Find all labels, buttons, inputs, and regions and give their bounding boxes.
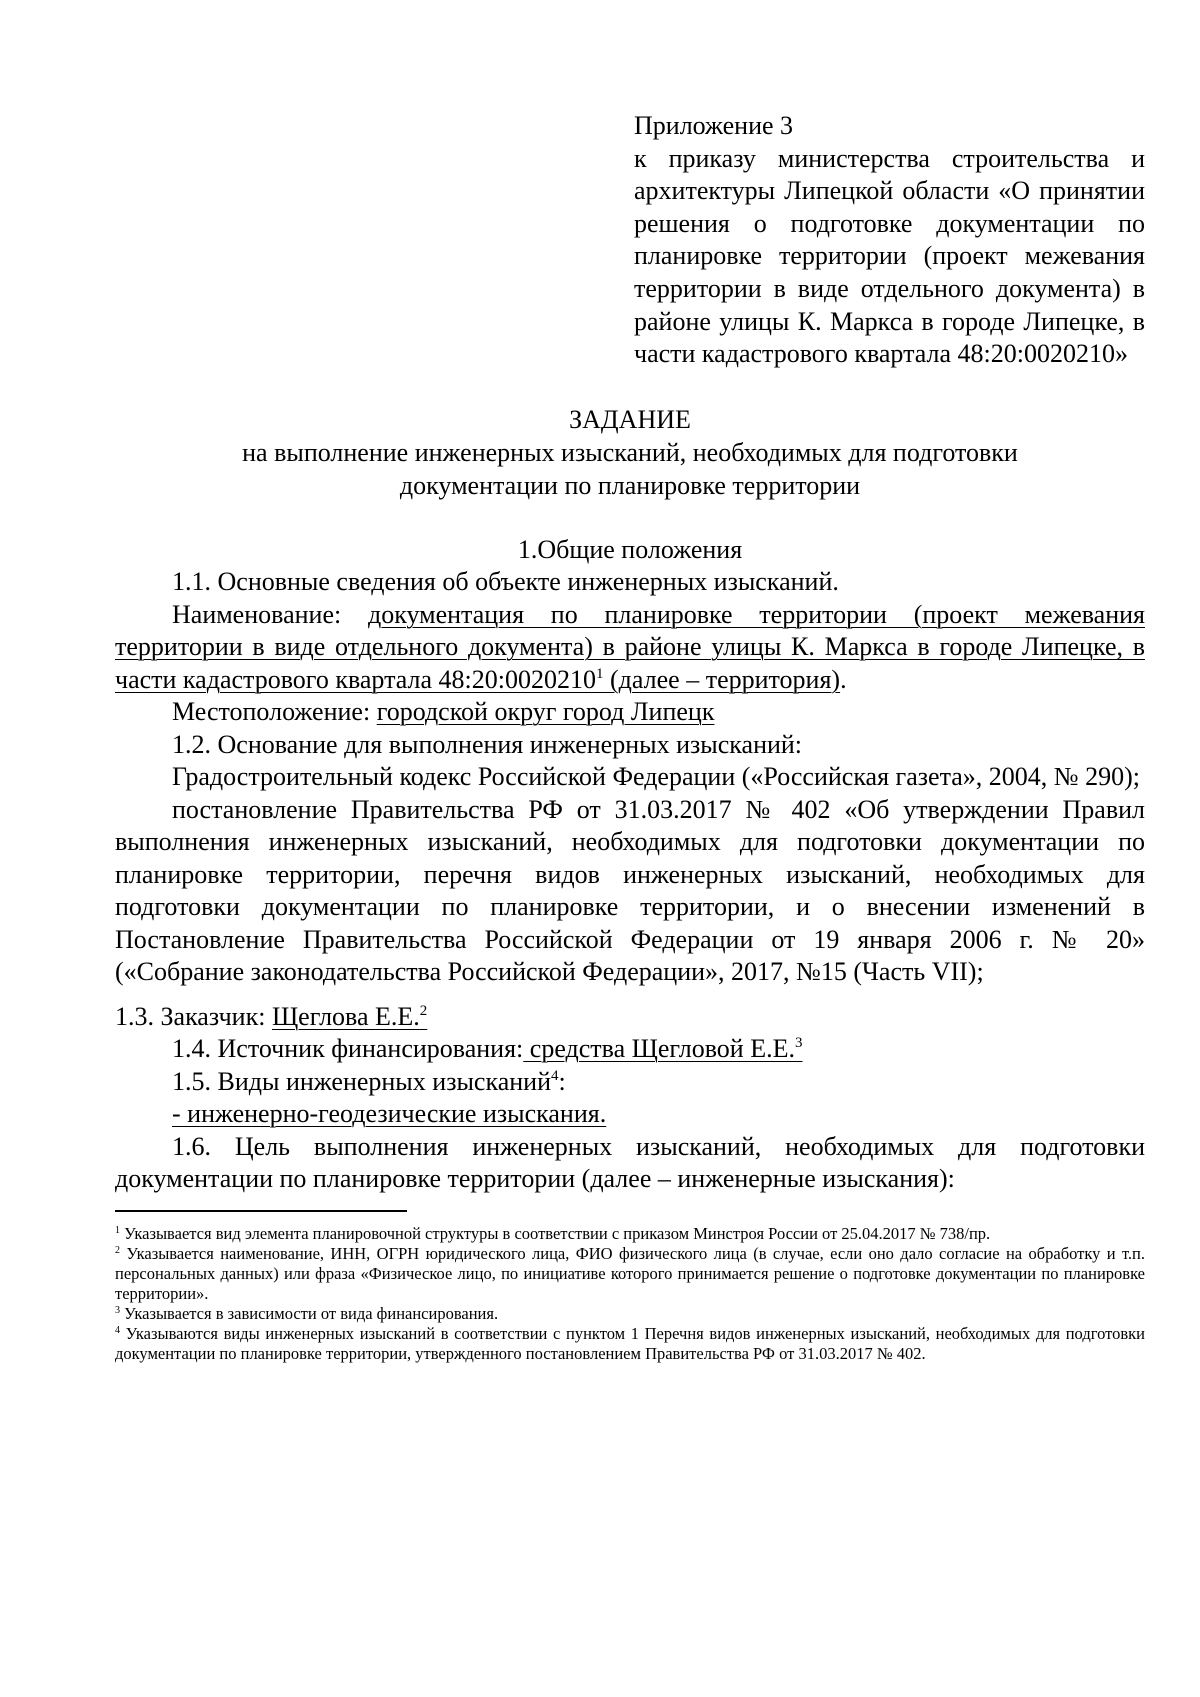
paragraph-types: 1.5. Виды инженерных изысканий$^4$: [172, 1066, 566, 1096]
location-label: Местоположение: [172, 697, 377, 727]
appendix-text: к приказу министерства строительства и архитектуры Липецкой области «О принятии решения о подготовке документации по планировке территории (проект межевания территории в виде отдельного документа) в районе улицы К. Маркса в городе Липецке, в части кадастрового квартала 48:20:0020210» [634, 143, 1145, 369]
basis-item-2: постановление Правительства РФ от 31.03.2017 № 402 «Об утверждении Правил выполнения инженерных изысканий, необходимых для подготовки документации по планировке территории, перечня видов инженерных изысканий, необходимых для подготовки документации по планировке территории, и о внесении изменений в Постановление Правительства Российской Федерации от 19 января 2006 г. № 20» («Собрание законодательства Российской Федерации», 2017, №15 (Часть VII); [115, 794, 1145, 987]
paragraph-name: Наименование: документация по планировке территории (проект межевания территории в виде отдельного документа) в районе улицы К. Маркса в городе Липецке, в части кадастрового квартала 48:20:0020210$^1$ (далее – территория). [115, 599, 1145, 694]
location-value: городской округ город Липецк [376, 697, 715, 727]
footnote-ref-4: 4 [551, 1067, 559, 1084]
footnote-ref-1: 1 [596, 665, 604, 682]
paragraph-1-6: 1.6. Цель выполнения инженерных изысканий, необходимых для подготовки документации по планировке территории (далее – инженерные изыскания): [115, 1131, 1145, 1194]
paragraph-1-1: 1.1. Основные сведения об объекте инженерных изысканий. [172, 567, 839, 597]
paragraph-location [115, 696, 1145, 729]
footnote-ref-2: 2 [419, 1002, 428, 1019]
document-subtitle-line2: документации по планировке территории [399, 470, 861, 500]
funding-label: 1.4. Источник финансирования: [172, 1034, 524, 1064]
document-subtitle-line1: на выполнение инженерных изысканий, необходимых для подготовки [242, 437, 1018, 467]
main-text [115, 534, 1145, 1196]
name-label: Наименование: [172, 599, 368, 629]
basis-item-1: Градостроительный кодекс Российской Федерации («Российская газета», 2004, № 290); [172, 762, 1140, 792]
footnote-3: $^3$ Указывается в зависимости от вида финансирования. [115, 1303, 499, 1323]
customer-value: Щеглова Е.Е.$^2$ [271, 1001, 428, 1031]
document-page [115, 110, 1145, 1364]
footnote-ref-3: 3 [795, 1035, 803, 1052]
paragraph-1-2: 1.2. Основание для выполнения инженерных изысканий: [172, 729, 803, 759]
name-value: документация по планировке территории (проект межевания территории в виде отдельного документа) в районе улицы К. Маркса в городе Липецке, в части кадастрового квартала 48:20:0020210$^1$ (далее – территория) [115, 599, 1145, 694]
footnote-1: $^1$ Указывается вид элемента планировочной структуры в соответствии с приказом Минстроя России от 25.04.2017 № 738/пр. [115, 1223, 991, 1243]
appendix-block [634, 110, 1145, 371]
footnote-2: $^2$ Указывается наименование, ИНН, ОГРН юридического лица, ФИО физического лица (в случае, если оно дало согласие на обработку и т.п. персональных данных) или фраза «Физическое лицо, по инициативе которого принимается решение о подготовке документации по планировке территории». [115, 1243, 1145, 1303]
paragraph-customer [115, 1001, 1145, 1034]
customer-label: 1.3. Заказчик: [115, 1001, 272, 1031]
footnotes [115, 1224, 1145, 1364]
footnote-4: $^4$ Указываются виды инженерных изысканий в соответствии с пунктом 1 Перечня видов инженерных изысканий, необходимых для подготовки документации по планировке территории, утвержденного постановлением Правительства РФ от 31.03.2017 № 402. [115, 1323, 1145, 1363]
funding-value: средства Щегловой Е.Е.$^3$ [523, 1034, 803, 1064]
paragraph-funding [115, 1033, 1145, 1066]
types-item: - инженерно-геодезические изыскания. [172, 1099, 607, 1129]
footnote-separator [115, 1210, 407, 1212]
document-title-block [115, 403, 1145, 502]
appendix-number: Приложение 3 [634, 111, 794, 140]
document-title: ЗАДАНИЕ [569, 404, 691, 434]
section-heading: 1.Общие положения [517, 534, 743, 564]
